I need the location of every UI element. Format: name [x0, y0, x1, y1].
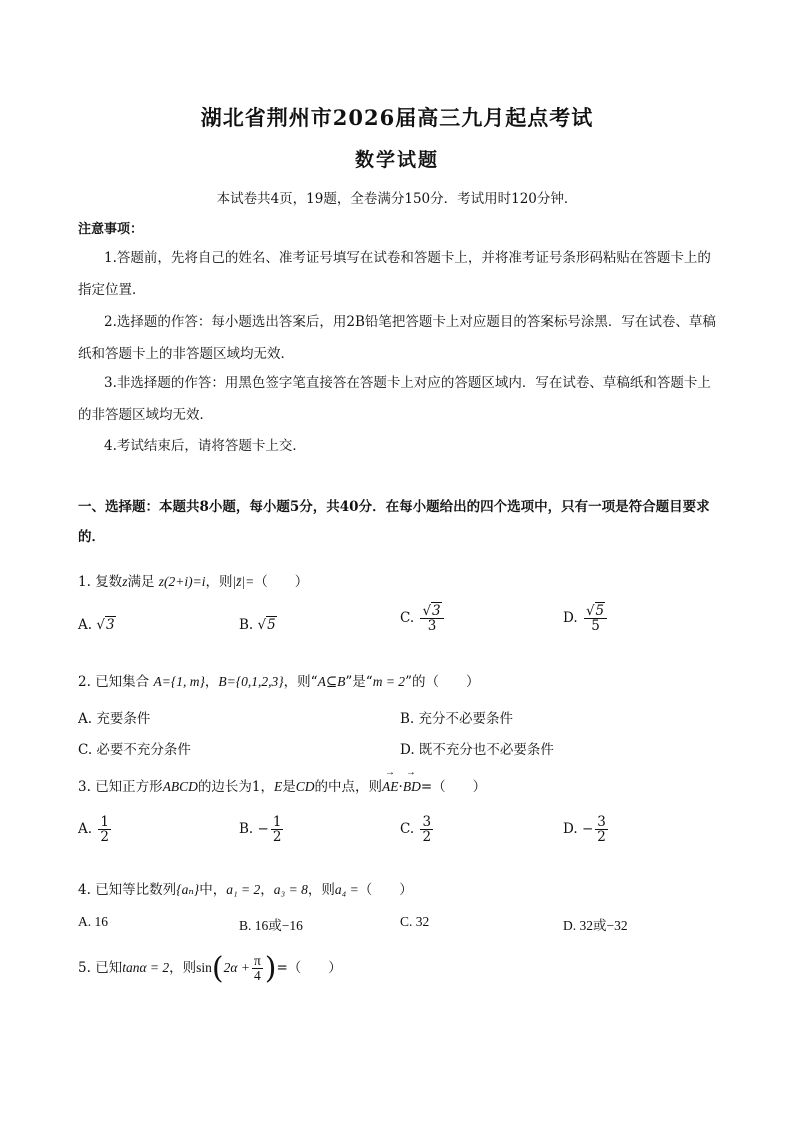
q3-option-c[interactable]: C. $\frac{3}{2}$: [400, 814, 432, 846]
q3-option-b[interactable]: B. − $\frac{1}{2}$: [239, 814, 282, 846]
section-heading: 一、选择题：本题共8小题，每小题5分，共40分．在每小题给出的四个选项中，只有一项是符合题目要求的．: [78, 499, 710, 545]
q2-set-a: A={1, m}: [153, 674, 205, 689]
question-2: 2. 已知集合 A={1, m}，B={0,1,2,3}，则“A⊆B”是“m = 2”的（ ）: [78, 674, 480, 690]
q2-option-b[interactable]: B. 充分不必要条件: [400, 711, 514, 727]
vector-ae: → AE: [382, 779, 399, 795]
q4-option-c[interactable]: C. 32: [400, 914, 430, 929]
notice-item-4: 4.考试结束后，请将答题卡上交．: [104, 438, 306, 454]
q2-option-d[interactable]: D. 既不充分也不必要条件: [400, 742, 554, 758]
q1-equation: z(2+i)=i: [158, 574, 206, 589]
question-3: 3. 已知正方形ABCD的边长为1，E是CD的中点，则→ AE·→ BD=（ ）: [78, 775, 486, 795]
notice-item-2: 2.选择题的作答：每小题选出答案后，用2B铅笔把答题卡上对应题目的答案标号涂黑．写在试卷、草稿纸和答题卡上的非答题区域均无效．: [78, 314, 716, 362]
exam-title: 湖北省荆州市2026届高三九月起点考试: [200, 105, 594, 130]
notice-item-1: 1.答题前，先将自己的姓名、准考证号填写在试卷和答题卡上，并将准考证号条形码粘贴在答题卡上的指定位置．: [78, 250, 711, 298]
exam-info: 本试卷共4页，19题，全卷满分150分．考试用时120分钟．: [216, 191, 578, 207]
q4-option-b[interactable]: B. 16或−16: [239, 918, 303, 933]
q2-set-b: B={0,1,2,3}: [218, 674, 284, 689]
question-5: 5. 已知tanα = 2，则sin(2α + $\frac{\pi}{4}$ )=（ ）: [78, 951, 342, 986]
q4-option-a[interactable]: A. 16: [78, 914, 108, 929]
q3-option-d[interactable]: D. − $\frac{3}{2}$: [563, 814, 606, 846]
q2-option-a[interactable]: A. 充要条件: [78, 711, 151, 727]
notice-item-3: 3.非选择题的作答：用黑色签字笔直接答在答题卡上对应的答题区域内．写在试卷、草稿纸和答题卡上的非答题区域均无效．: [78, 375, 711, 423]
q1-modulus: |z̄|=: [232, 574, 255, 589]
q2-option-c[interactable]: C. 必要不充分条件: [78, 742, 191, 758]
q1-option-c[interactable]: C. $\frac{√3}{3}$: [400, 604, 446, 633]
notice-heading: 注意事项：: [78, 222, 144, 237]
q4-option-d[interactable]: D. 32或−32: [563, 918, 628, 933]
vector-bd: → BD: [403, 779, 421, 795]
q4-sequence: {aₙ}: [176, 882, 200, 897]
q1-option-b[interactable]: B. √5: [239, 617, 276, 633]
q3-option-a[interactable]: A. $\frac{1}{2}$: [78, 814, 109, 846]
question-4: 4. 已知等比数列{aₙ}中，a₁ = 2，a₃ = 8，则a₄ =（ ）: [78, 882, 413, 898]
exam-subtitle: 数学试题: [354, 149, 439, 171]
q1-option-a[interactable]: A. √3: [78, 617, 115, 633]
question-1: 1. 复数z满足 z(2+i)=i，则|z̄|=（ ）: [78, 574, 309, 590]
q1-option-d[interactable]: D. $\frac{√5}{5}$: [563, 604, 609, 633]
